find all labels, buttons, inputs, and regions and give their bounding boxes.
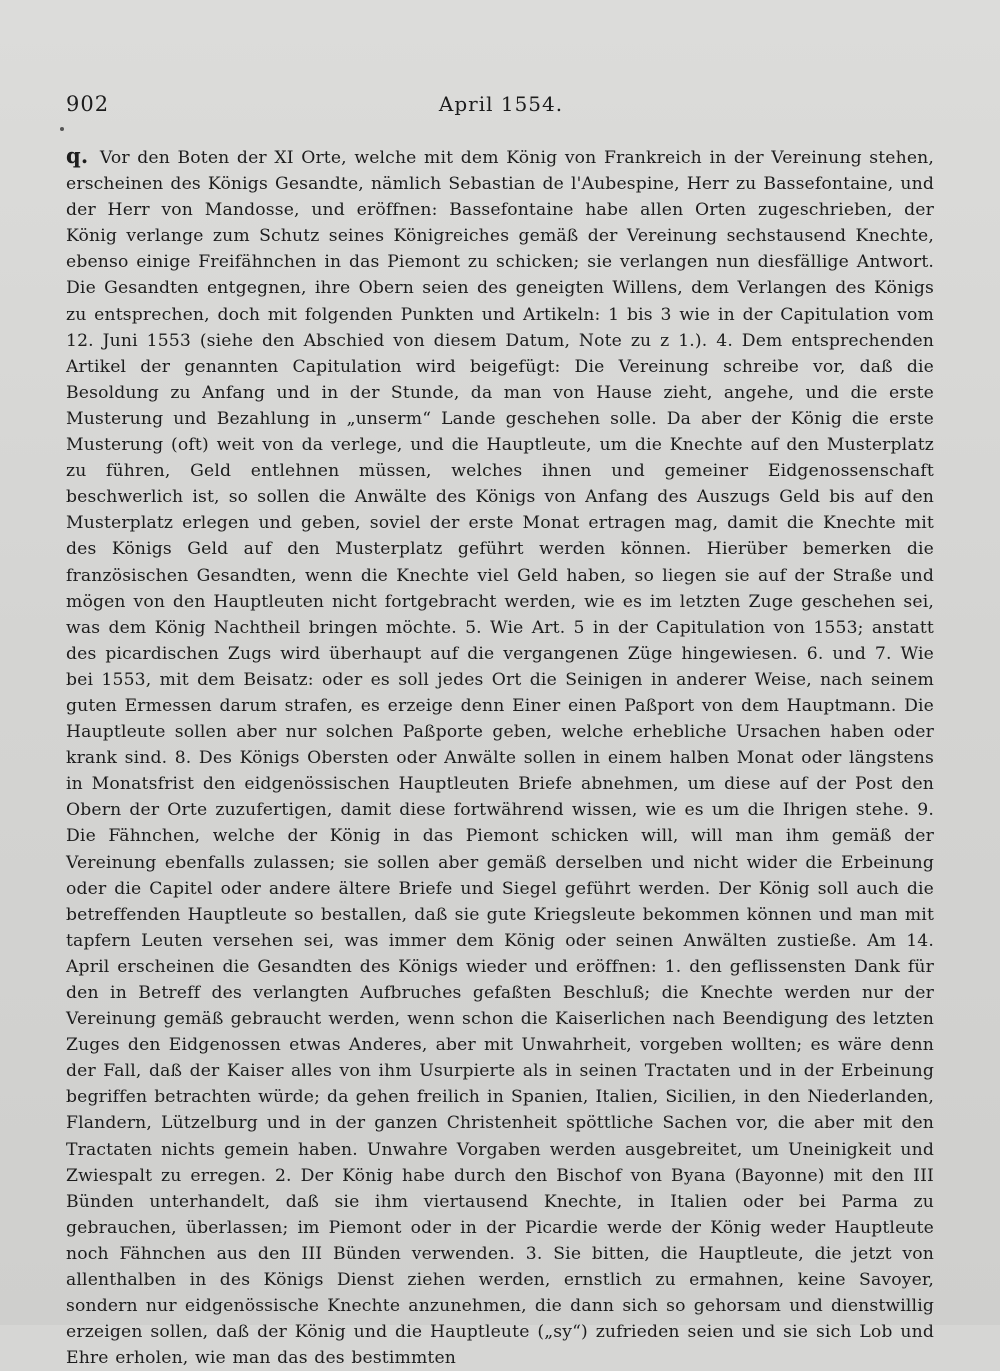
page-number: 902 xyxy=(66,92,110,116)
entry-text: Vor den Boten der XI Orte, welche mit dem König von Frankreich in der Vereinung stehen, erscheinen des Königs Gesandte, nämlich Sebastian de l'Aubespine, Herr zu Bassefontaine, und der Herr von Mandosse, und eröffnen: Bassefontaine habe allen Orten zugeschrieben, der König verlange zum Schutz seines Königreiches gemäß der Vereinung sechstausend Knechte, ebenso einige Freifähnchen in das Piemont zu schicken; sie verlangen nun diesfällige Antwort. Die Gesandten entgegnen, ihre Obern seien des geneigten Willens, dem Verlangen des Königs zu entsprechen, doch mit folgenden Punkten und Artikeln: 1 bis 3 wie in der Capitulation vom 12. Juni 1553 (siehe den Abschied von diesem Datum, Note zu z 1.). 4. Dem entsprechenden Artikel der genannten Capitulation wird beigefügt: Die Vereinung schreibe vor, daß die Besoldung zu Anfang und in der Stunde, da man von Hause zieht, angehe, und die erste Musterung und Bezahlung in „unserm“ Lande geschehen solle. Da aber der König die erste Musterung (oft) weit von da verlege, und die Hauptleute, um die Knechte auf den Musterplatz zu führen, Geld entlehnen müssen, welches ihnen und gemeiner Eidgenossenschaft beschwerlich ist, so sollen die Anwälte des Königs von Anfang des Auszugs Geld bis auf den Musterplatz erlegen und geben, soviel der erste Monat ertragen mag, damit die Knechte mit des Königs Geld auf den Musterplatz geführt werden können. Hierüber bemerken die französischen Gesandten, wenn die Knechte viel Geld haben, so liegen sie auf der Straße und mögen von den Hauptleuten nicht fortgebracht werden, wie es im letzten Zuge geschehen sei, was dem König Nachtheil bringen möchte. 5. Wie Art. 5 in der Capitulation von 1553; anstatt des picardischen Zugs wird überhaupt auf die vergangenen Züge hingewiesen. 6. und 7. Wie bei 1553, mit dem Beisatz: oder es soll jedes Ort die Seinigen in anderer Weise, nach seinem guten Ermessen darum strafen, es erzeige denn Einer einen Paßport von dem Hauptmann. Die Hauptleute sollen aber nur solchen Paßporte geben, welche erhebliche Ursachen haben oder krank sind. 8. Des Königs Obersten oder Anwälte sollen in einem halben Monat oder längstens in Monatsfrist den eidgenössischen Hauptleuten Briefe abnehmen, um diese auf der Post den Obern der Orte zuzufertigen, damit diese fortwährend wissen, wie es um die Ihrigen stehe. 9. Die Fähnchen, welche der König in das Piemont schicken will, will man ihm gemäß der Vereinung ebenfalls zulassen; sie sollen aber gemäß derselben und nicht wider die Erbeinung oder die Capitel oder andere ältere Briefe und Siegel geführt werden. Der König soll auch die betreffenden Hauptleute so bestallen, daß sie gute Kriegsleute bekommen können und man mit tapfern Leuten versehen sei, was immer dem König oder seinen Anwälten zustieße. Am 14. April erscheinen die Gesandten des Königs wieder und eröffnen: 1. den geflissensten Dank für den in Betreff des verlangten Aufbruches gefaßten Beschluß; die Knechte werden nur der Vereinung gemäß gebraucht werden, wenn schon die Kaiserlichen nach Beendigung des letzten Zuges den Eidgenossen etwas Anderes, aber mit Unwahrheit, vorgeben wollten; es wäre denn der Fall, daß der Kaiser alles von ihm Usurpierte als in seinen Tractaten und in der Erbeinung begriffen betrachten würde; da gehen freilich in Spanien, Italien, Sicilien, in den Niederlanden, Flandern, Lützelburg und in der ganzen Christenheit spöttliche Sachen vor, die aber mit den Tractaten nichts gemein haben. Unwahre Vorgaben werden ausgebreitet, um Uneinigkeit und Zwiespalt zu erregen. 2. Der König habe durch den Bischof von Byana (Bayonne) mit den III Bünden unterhandelt, daß sie ihm viertausend Knechte, in Italien oder bei Parma zu gebrauchen, überlassen; im Piemont oder in der Picardie werde der König weder Hauptleute noch Fähnchen aus den III Bünden verwenden. 3. Sie bitten, die Hauptleute, die jetzt von allenthalben in des Königs Dienst ziehen werden, ernstlich zu ermahnen, keine Savoyer, sondern nur eidgenössische Knechte anzunehmen, die dann sich so gehorsam und dienstwillig erzeigen sollen, daß der König und die Hauptleute („sy“) zufrieden seien und sie sich Lob und Ehre erholen, wie man das des bestimmten xyxy=(66,148,934,1369)
paper-speck xyxy=(60,127,64,131)
body-text xyxy=(66,143,934,1371)
entry-paragraph xyxy=(66,143,934,1371)
entry-marker: q. xyxy=(66,143,89,168)
running-head: April 1554. xyxy=(438,92,564,116)
page-header xyxy=(66,92,936,120)
